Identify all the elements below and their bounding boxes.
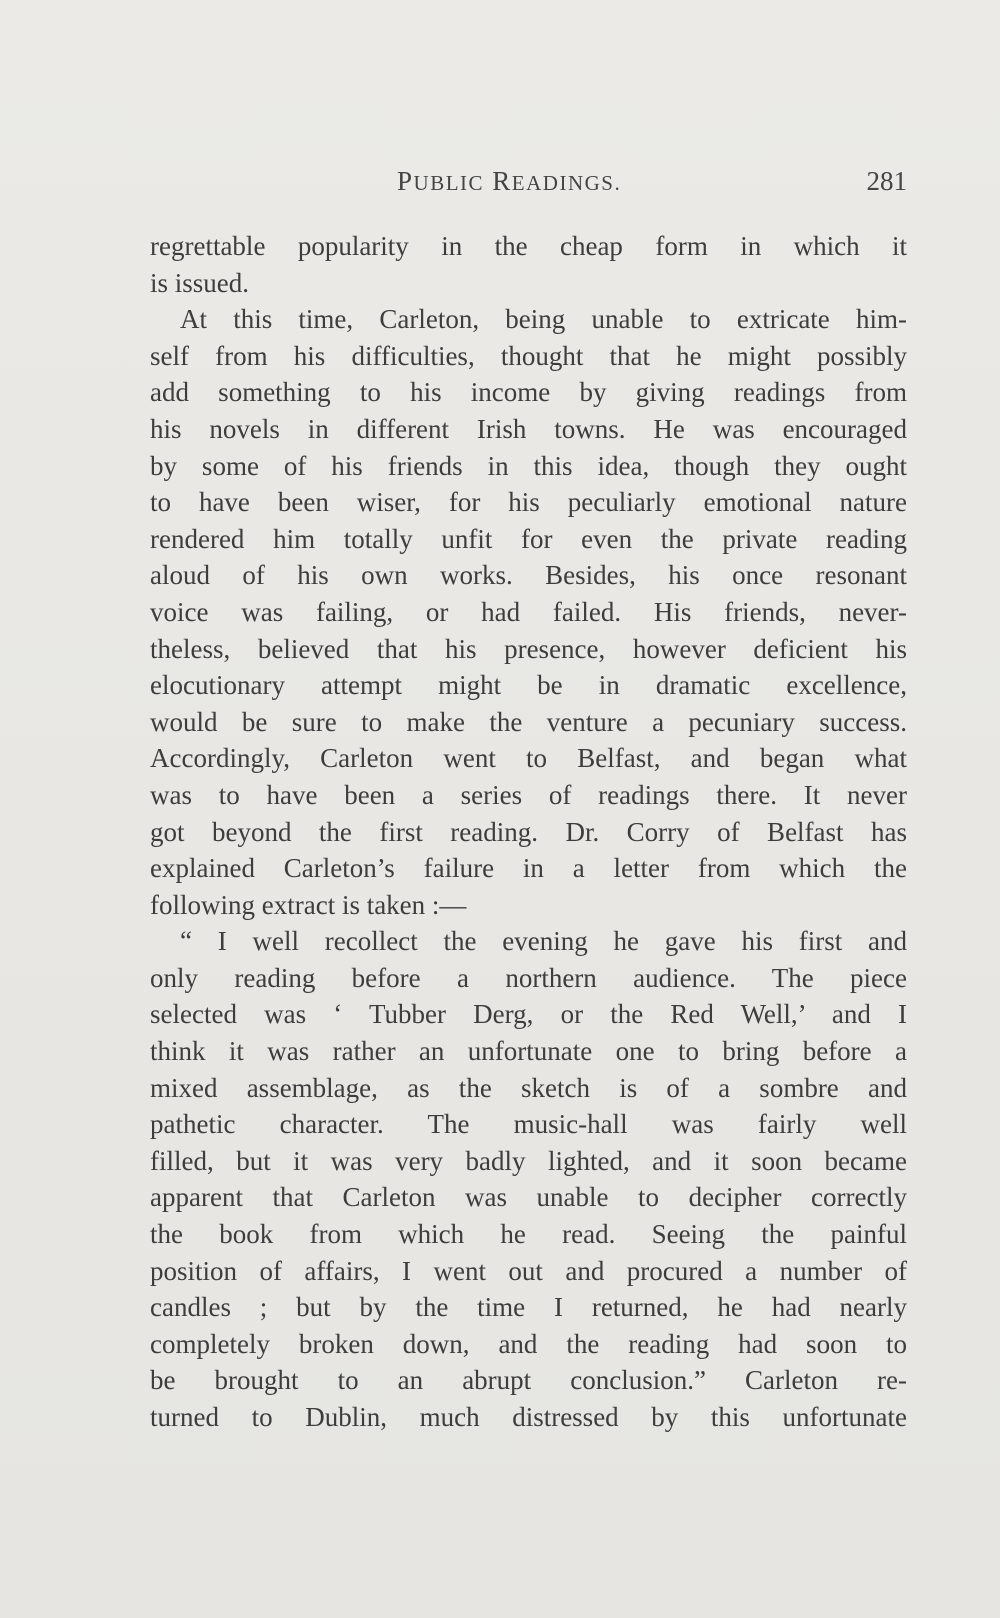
text-line: only reading before a northern audience. The piece (150, 962, 907, 993)
text-line: is issued. (150, 267, 250, 298)
running-head-initial-1: P (397, 166, 414, 196)
text-line: regrettable popularity in the cheap form in which it (150, 231, 907, 261)
running-head-smallcaps-2: EADINGS. (511, 171, 622, 195)
text-line: mixed assemblage, as the sketch is of a sombre and (150, 1072, 907, 1103)
text-line: theless, believed that his presence, however deficient his (150, 633, 907, 664)
text-line: “ I well recollect the evening he gave his first and (180, 926, 907, 957)
text-line: Accordingly, Carleton went to Belfast, and began what (150, 743, 907, 774)
text-line: was to have been a series of readings there. It never (150, 779, 907, 810)
body-text (150, 228, 907, 1436)
text-line: got beyond the first reading. Dr. Corry of Belfast has (150, 816, 907, 847)
text-line: his novels in different Irish towns. He was encouraged (150, 413, 907, 444)
text-line: voice was failing, or had failed. His friends, never- (150, 596, 907, 627)
text-line: self from his difficulties, thought that he might possibly (150, 340, 907, 371)
text-line: add something to his income by giving readings from (150, 377, 907, 408)
page-number: 281 (866, 166, 907, 196)
text-line: to have been wiser, for his peculiarly emotional nature (150, 487, 907, 518)
text-line: At this time, Carleton, being unable to extricate him- (180, 304, 907, 335)
text-line: by some of his friends in this idea, though they ought (150, 450, 907, 481)
text-line: filled, but it was very badly lighted, and it soon became (150, 1145, 907, 1176)
text-line: pathetic character. The music-hall was fairly well (150, 1109, 907, 1140)
text-line: elocutionary attempt might be in dramatic excellence, (150, 670, 907, 701)
text-line: apparent that Carleton was unable to decipher correctly (150, 1182, 907, 1213)
text-line: candles ; but by the time I returned, he had nearly (150, 1292, 907, 1323)
text-line: the book from which he read. Seeing the painful (150, 1219, 907, 1250)
text-line: be brought to an abrupt conclusion.” Carleton re- (150, 1365, 907, 1396)
text-line: aloud of his own works. Besides, his once resonant (150, 560, 907, 591)
text-line: following extract is taken :— (150, 889, 467, 920)
text-line: think it was rather an unfortunate one to bring before a (150, 1036, 907, 1067)
page-header (150, 166, 907, 206)
text-line: position of affairs, I went out and procured a number of (150, 1255, 907, 1286)
running-head (397, 166, 621, 197)
text-line: completely broken down, and the reading had soon to (150, 1328, 907, 1359)
text-line: would be sure to make the venture a pecuniary success. (150, 706, 907, 737)
text-line: selected was ‘ Tubber Derg, or the Red Well,’ and I (150, 999, 907, 1030)
text-line: turned to Dublin, much distressed by this unfortunate (150, 1402, 907, 1432)
running-head-initial-2: R (492, 166, 512, 196)
text-line: rendered him totally unfit for even the private reading (150, 523, 907, 554)
text-line: explained Carleton’s failure in a letter from which the (150, 853, 907, 884)
running-head-smallcaps-1: UBLIC (413, 171, 485, 195)
